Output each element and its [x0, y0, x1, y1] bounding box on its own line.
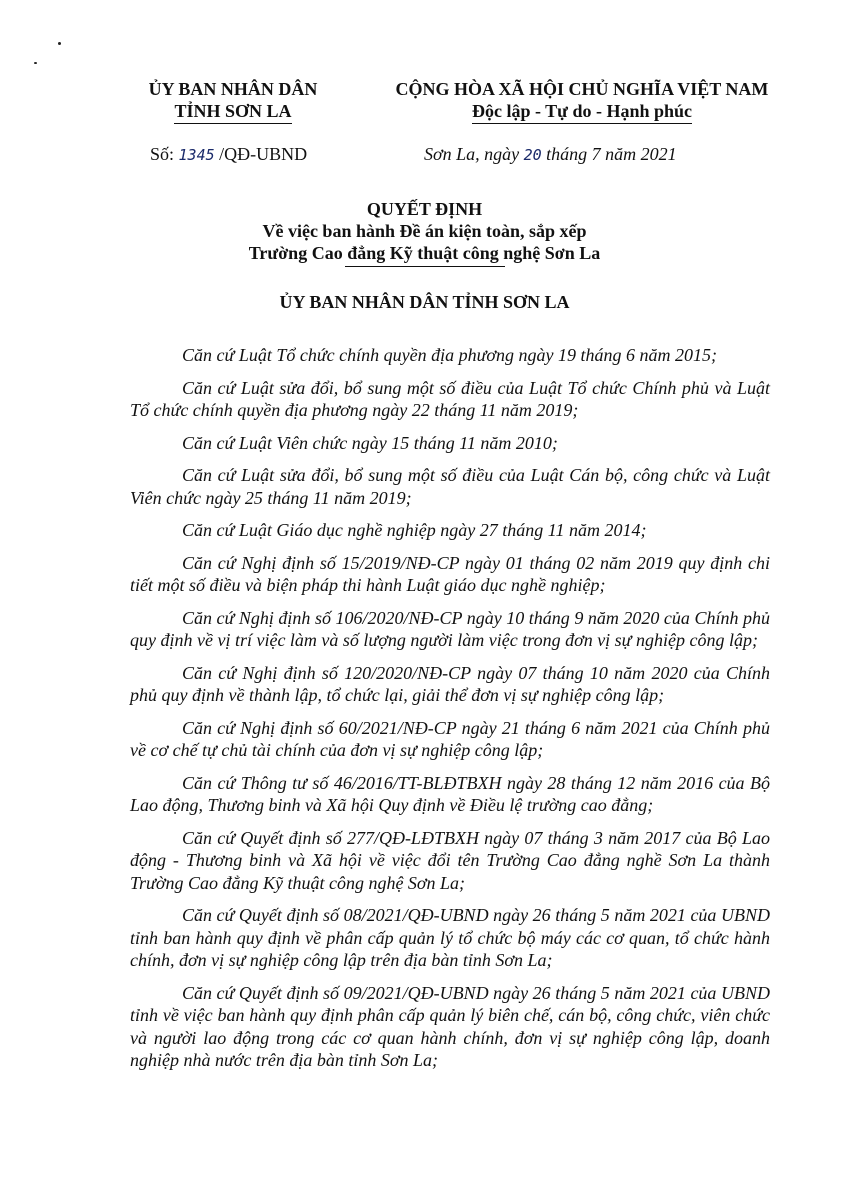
legal-basis-paragraph: Căn cứ Nghị định số 106/2020/NĐ-CP ngày 10 tháng 9 năm 2020 của Chính phủ quy định về vị trí việc làm và số lượng người làm việc trong đơn vị sự nghiệp công lập;	[130, 607, 770, 650]
legal-basis-paragraph: Căn cứ Nghị định số 60/2021/NĐ-CP ngày 21 tháng 6 năm 2021 của Chính phủ về cơ chế tự chủ tài chính của đơn vị sự nghiệp công lập;	[130, 717, 770, 760]
title-divider	[345, 266, 505, 267]
legal-basis-paragraph: Căn cứ Luật Giáo dục nghề nghiệp ngày 27 tháng 11 năm 2014;	[182, 520, 647, 540]
issuing-authority: ỦY BAN NHÂN DÂN TỈNH SƠN LA	[279, 292, 570, 312]
legal-basis-paragraph: Căn cứ Luật sửa đổi, bổ sung một số điều của Luật Cán bộ, công chức và Luật Viên chức ngày 25 tháng 11 năm 2019;	[130, 465, 770, 508]
legal-basis-paragraph: Căn cứ Quyết định số 08/2021/QĐ-UBND ngày 26 tháng 5 năm 2021 của UBND tỉnh ban hành quy định về phân cấp quản lý tổ chức bộ máy các cơ quan, tổ chức hành chính, đơn vị sự nghiệp công lập trên địa bàn tỉnh Sơn La;	[130, 905, 770, 970]
doc-number-suffix: /QĐ-UBND	[214, 144, 308, 164]
issuing-agency	[118, 78, 348, 124]
date-before-day: Sơn La, ngày	[424, 144, 524, 164]
national-header	[362, 78, 802, 124]
national-motto: Độc lập - Tự do - Hạnh phúc	[472, 100, 692, 124]
date-line	[424, 144, 677, 165]
handwritten-number: 1345	[178, 146, 215, 164]
legal-basis-paragraph: Căn cứ Luật sửa đổi, bổ sung một số điều của Luật Tổ chức Chính phủ và Luật Tổ chức chính quyền địa phương ngày 22 tháng 11 năm 2019;	[130, 377, 770, 420]
scan-speck	[58, 42, 61, 45]
legal-basis-paragraph: Căn cứ Luật Viên chức ngày 15 tháng 11 năm 2010;	[182, 432, 558, 453]
decision-subject-line-2: Trường Cao đẳng Kỹ thuật công nghệ Sơn La	[248, 243, 601, 263]
decision-title	[100, 198, 749, 267]
legal-basis-paragraph: Căn cứ Thông tư số 46/2016/TT-BLĐTBXH ngày 28 tháng 12 năm 2016 của Bộ Lao động, Thương binh và Xã hội Quy định về Điều lệ trường cao đẳng;	[130, 772, 770, 815]
legal-basis-paragraph: Căn cứ Nghị định số 15/2019/NĐ-CP ngày 01 tháng 02 năm 2019 quy định chi tiết một số điều và biện pháp thi hành Luật giáo dục nghề nghiệp;	[130, 552, 770, 595]
decision-heading: QUYẾT ĐỊNH	[366, 199, 483, 219]
legal-basis-paragraph: Căn cứ Luật Tổ chức chính quyền địa phương ngày 19 tháng 6 năm 2015;	[182, 345, 718, 365]
doc-number-prefix: Số:	[150, 144, 179, 164]
nation-title: CỘNG HÒA XÃ HỘI CHỦ NGHĨA VIỆT NAM	[395, 79, 769, 99]
agency-line-2: TỈNH SƠN LA	[174, 100, 291, 124]
legal-basis-paragraph: Căn cứ Quyết định số 09/2021/QĐ-UBND ngày 26 tháng 5 năm 2021 của UBND tỉnh về việc ban hành quy định phân cấp quản lý biên chế, cán bộ, công chức, viên chức và người lao động trong các cơ quan hành chính, đơn vị sự nghiệp công lập, doanh nghiệp nhà nước trên địa bàn tỉnh Sơn La;	[130, 982, 770, 1070]
handwritten-day: 20	[523, 146, 542, 164]
document-number	[150, 144, 307, 165]
legal-basis-paragraph: Căn cứ Nghị định số 120/2020/NĐ-CP ngày 07 tháng 10 năm 2020 của Chính phủ quy định về thành lập, tổ chức lại, giải thể đơn vị sự nghiệp công lập;	[130, 662, 770, 705]
legal-basis-paragraph: Căn cứ Quyết định số 277/QĐ-LĐTBXH ngày 07 tháng 3 năm 2017 của Bộ Lao động - Thương binh và Xã hội về việc đổi tên Trường Cao đẳng nghề Sơn La thành Trường Cao đẳng Kỹ thuật công nghệ Sơn La;	[130, 827, 770, 893]
decision-subject-line-1: Về việc ban hành Đề án kiện toàn, sắp xếp	[262, 221, 587, 241]
date-after-day: tháng 7 năm 2021	[541, 144, 677, 164]
scan-speck	[34, 62, 37, 64]
legal-bases	[130, 344, 770, 1082]
agency-line-1: ỦY BAN NHÂN DÂN	[148, 79, 318, 99]
